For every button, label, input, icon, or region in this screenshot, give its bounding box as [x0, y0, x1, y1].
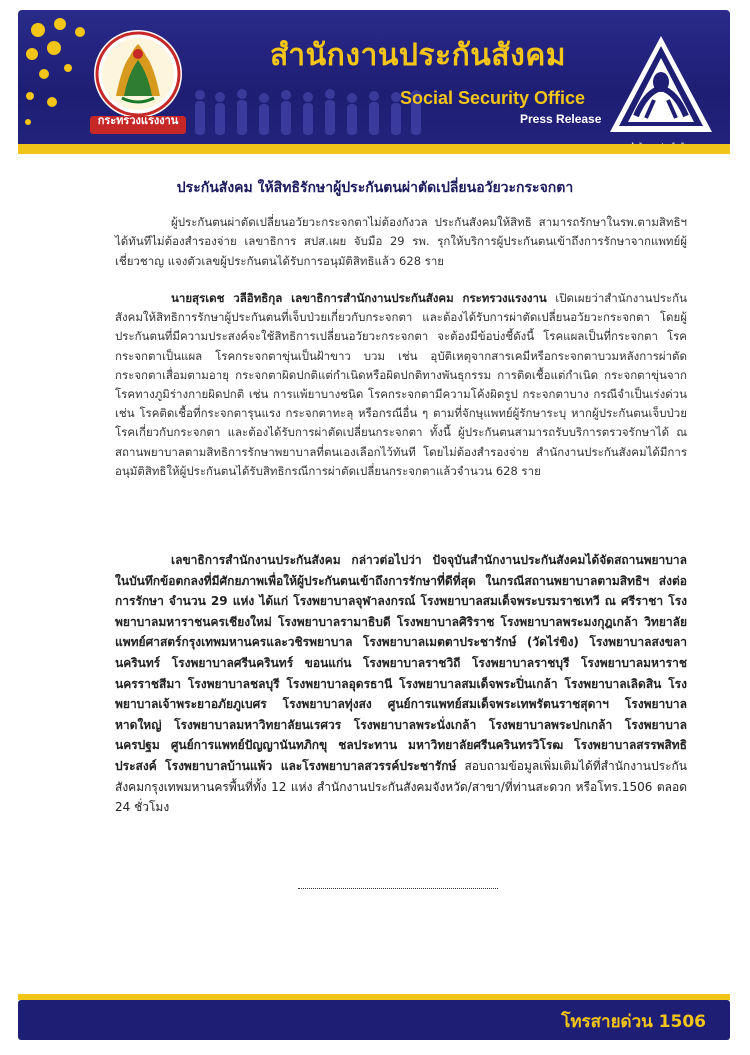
body-paragraph-1	[115, 289, 687, 481]
body-paragraph-1-text: เปิดเผยว่าสำนักงานประกันสังคมให้สิทธิการรักษาผู้ประกันตนที่เจ็บป่วยเกี่ยวกับกระจกตา และต้องได้รับการผ่าตัดเปลี่ยนอวัยวะกระจกตา โดยผู้ประกันตนที่มีความประสงค์จะใช้สิทธิการเปลี่ยนอวัยวะกระจกตา จะต้องมีข้อบ่งชี้ดังนี้ โรคแผลเป็นที่กระจกตา โรคกระจกตาเป็นแผล โรคกระจกตาขุ่นเป็นฝ้าขาว บวม เช่น อุบัติเหตุจากสารเคมีหรือกระจกตาบวมหลังการผ่าตัด กระจกตาเสื่อมตามอายุ กระจกตาผิดปกติแต่กำเนิดหรือผิดปกติทางพันธุกรรม การติดเชื้อแต่กำเนิด กระจกตาขุ่นจากโรคทางภูมิร่างกายผิดปกติ เช่น การแพ้ยาบางชนิด โรคกระจกตามีความโค้งผิดรูป กระจกตาบาง กรณีจำเป็นเร่งด่วน เช่น โรคติดเชื้อที่กระจกตารุนแรง กระจกตาทะลุ หรือกรณีอื่น ๆ ตามที่จักษุแพทย์ผู้รักษาระบุ หากผู้ประกันตนเจ็บป่วยโรคเกี่ยวกับกระจกตา และต้องได้รับการผ่าตัดเปลี่ยนกระจกตา ทั้งนี้ ผู้ประกันตนสามารถรับบริการตรวจรักษาได้ ณ สถานพยาบาลตามสิทธิการรักษาพยาบาลที่ตนเองเลือกไว้ทันที โดยไม่ต้องสำรองจ่าย สำนักงานประกันสังคมได้มีการอนุมัติสิทธิให้ผู้ประกันตนได้รับสิทธิกรณีการผ่าตัดเปลี่ยนกระจกตาแล้วจำนวน 628 ราย	[115, 291, 687, 478]
sso-triangle-logo	[606, 32, 716, 140]
office-title-thai: สำนักงานประกันสังคม	[270, 38, 567, 73]
ministry-label: กระทรวงแรงงาน	[97, 114, 179, 127]
intro-text: ผู้ประกันตนผ่าตัดเปลี่ยนอวัยวะกระจกตาไม่ต้องกังวล ประกันสังคมให้สิทธิ สามารถรักษาในรพ.ตามสิทธิฯ ได้ทันทีไม่ต้องสำรองจ่าย เลขาธิการ สปส.เผย จับมือ 29 รพ. รุกให้บริการผู้ประกันตนเข้าถึงการรักษาจากแพทย์ผู้เชี่ยวชาญ แจงตัวเลขผู้ประกันตนได้รับการอนุมัติสิทธิแล้ว 628 ราย	[115, 215, 687, 268]
intro-paragraph	[115, 213, 687, 271]
header-banner	[18, 10, 730, 150]
office-title-english: Social Security Office	[400, 88, 586, 108]
press-release-label: Press Release	[520, 112, 602, 126]
end-separator	[298, 888, 498, 889]
people-silhouettes	[188, 85, 428, 141]
press-headline: ประกันสังคม ให้สิทธิรักษาผู้ประกันตนผ่าตัดเปลี่ยนอวัยวะกระจกตา	[176, 180, 574, 196]
body-paragraph-2	[115, 550, 687, 818]
hospital-list-text: เลขาธิการสำนักงานประกันสังคม กล่าวต่อไปว่า ปัจจุบันสำนักงานประกันสังคมได้จัดสถานพยาบาลในบันทึกข้อตกลงที่มีศักยภาพเพื่อให้ผู้ประกันตนเข้าถึงการรักษาที่ดีที่สุด ในกรณีสถานพยาบาลตามสิทธิฯ ส่งต่อการรักษา จำนวน 29 แห่ง ได้แก่ โรงพยาบาลจุฬาลงกรณ์ โรงพยาบาลสมเด็จพระบรมราชเทวี ณ ศรีราชา โรงพยาบาลมหาราชนครเชียงใหม่ โรงพยาบาลรามาธิบดี โรงพยาบาลศิริราช โรงพยาบาลพระมงกุฎเกล้า วิทยาลัยแพทย์ศาสตร์กรุงเทพมหานครและวชิรพยาบาล โรงพยาบาลเมตตาประชารักษ์ (วัดไร่ขิง) โรงพยาบาลสงขลานครินทร์ โรงพยาบาลศรีนครินทร์ ขอนแก่น โรงพยาบาลราชวิถี โรงพยาบาลราชบุรี โรงพยาบาลมหาราชนครราชสีมา โรงพยาบาลชลบุรี โรงพยาบาลอุดรธานี โรงพยาบาลสมเด็จพระปิ่นเกล้า โรงพยาบาลเลิดสิน โรงพยาบาลเจ้าพระยาอภัยภูเบศร โรงพยาบาลทุ่งสง ศูนย์การแพทย์สมเด็จพระเทพรัตนราชสุดาฯ โรงพยาบาลหาดใหญ่ โรงพยาบาลมหาวิทยาลัยนเรศวร โรงพยาบาลพระนั่งเกล้า โรงพยาบาลพระปกเกล้า โรงพยาบาลนครปฐม ศูนย์การแพทย์ปัญญานันทภิกขุ ชลประทาน มหาวิทยาลัยศรีนครินทรวิโรฒ โรงพยาบาลสรรพสิทธิประสงค์ โรงพยาบาลบ้านแพ้ว และโรงพยาบาลสวรรค์ประชารักษ์	[115, 553, 687, 773]
contact-info-text: สอบถามข้อมูลเพิ่มเติมได้ที่สำนักงานประกันสังคมกรุงเทพมหานครพื้นที่ทั้ง 12 แห่ง สำนักงานประกันสังคมจังหวัด/สาขา/ที่ท่านสะดวก หรือโทร.1506 ตลอด 24 ชั่วโมง	[115, 758, 687, 815]
spokesperson-name: นายสุรเดช วลีอิทธิกุล เลขาธิการสำนักงานประกันสังคม กระทรวงแรงงาน	[171, 291, 547, 305]
hotline-number: โทรสายด่วน 1506	[561, 1012, 706, 1032]
header-gold-stripe	[18, 144, 730, 154]
